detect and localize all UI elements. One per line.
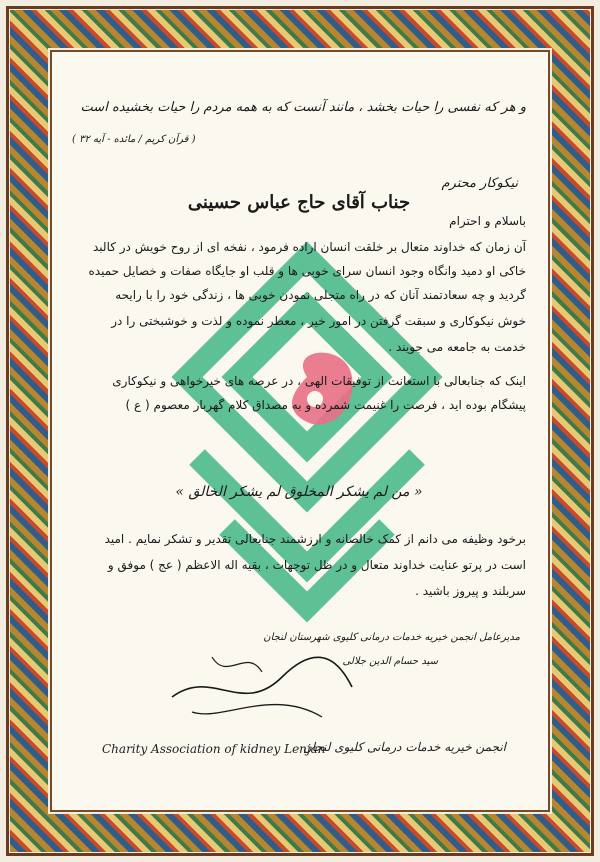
body-line: پیشگام بوده اید ، فرصت را غنیمت شمرده و به مصداق کلام گهربار معصوم ( ع ) [125,398,526,412]
footer-english: Charity Association of kidney Lenjan [102,742,326,756]
body-line: خوش نیکوکاری و سبقت گرفتن در امور خیر ، معطر نموده و لذت و خوشبختی را در [111,314,526,328]
quran-quote: و هر که نفسی را حیات بخشد ، مانند آنست که به همه مردم را حیات بخشیده است [80,100,526,115]
body-line: آن زمان که خداوند متعال بر خلقت انسان اراده فرمود ، نفخه ای از روح خویش در کالبد [93,240,526,254]
signature-name: سید حسام الدین جلالی [342,656,438,667]
body-line: اینک که جنابعالی با استعانت از توفیقات الهی ، در عرصه های خیرخواهی و نیکوکاری [112,374,526,388]
salutation: نیکوکار محترم [441,176,518,191]
signature-title: مدیرعامل انجمن خیریه خدمات درمانی کلیوی شهرستان لنجان [263,632,520,643]
hadith-verse: « من لم یشکر المخلوق لم یشکر الخالق » [175,484,423,500]
addressee-name: جناب آقای حاج عباس حسینی [187,192,411,213]
body-line: گردید و چه سعادتمند آنان که در راه متجلی نمودن خوبی ها ، زندگی خود را با رایحه [115,288,526,302]
body-line: باسلام و احترام [449,214,526,228]
footer-persian: انجمن خیریه خدمات درمانی کلیوی لنجان [302,740,506,754]
closing-line: برخود وظیفه می دانم از کمک خالصانه و ارزشمند جنابعالی تقدیر و تشکر نمایم . امید [104,532,526,546]
signature-scribble [152,627,362,737]
closing-line: است در پرتو عنایت خداوند متعال و در ظل توجهات ، بقیه اله الاعظم ( عج ) موفق و [107,558,526,572]
certificate-paper [52,52,548,810]
body-line: خاکی او دمید وانگاه وجود انسان سرای خوبی ها و قلب او جایگاه صفات و خصایل حمیده [88,264,526,278]
body-line: خدمت به جامعه می جویند . [388,340,526,354]
closing-line: سربلند و پیروز باشید . [415,584,526,598]
quran-reference: ( قرآن کریم / مائده - آیه ۳۲ ) [72,134,196,145]
